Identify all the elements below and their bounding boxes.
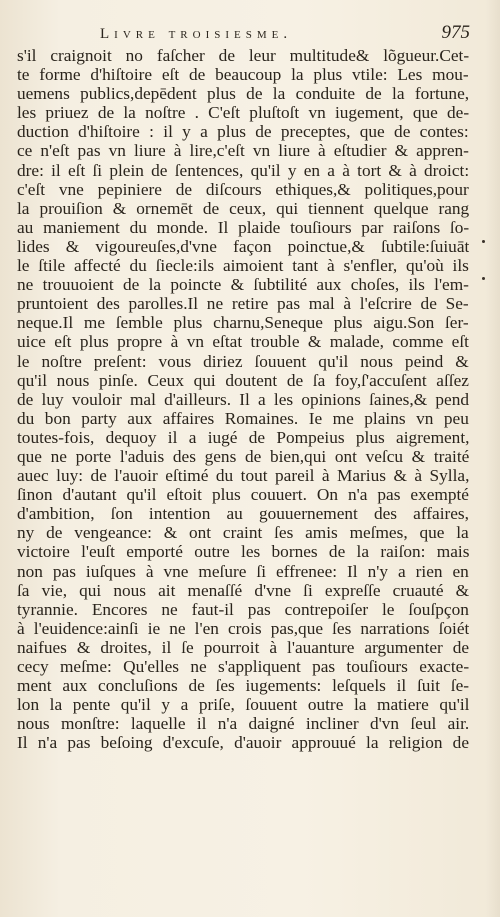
text-line: d'ambition, ſon intention au gouuernement des affaires,: [17, 504, 469, 524]
text-line: victoire l'euſt emporté outre les bornes de la raiſon: mais: [17, 542, 469, 562]
text-line: au maniement du monde. Il plaide touſiours par raiſons ſo-: [17, 217, 469, 237]
text-line: les priuez de la noſtre . C'eſt pluſtoſt vn iugement, que de-: [17, 103, 469, 123]
body-text: [17, 46, 469, 752]
text-line: c'eſt vne pepiniere de diſcours ethiques,& politiques,pour: [17, 179, 469, 199]
text-line: ne trouuoient de la poincte & ſubtilité aux choſes, ils l'em-: [17, 275, 469, 295]
text-line: ſinon d'autant qu'il eſtoit plus couuert. On n'a pas exempté: [17, 485, 469, 505]
text-line: uemens publics,depēdent plus de la conduite de la fortune,: [17, 84, 469, 104]
text-line: lon la pente qu'il y a priſe, ſouuent outre la matiere qu'il: [17, 695, 469, 715]
text-line: neque.Il me ſemble plus charnu,Seneque plus aigu.Son ſer-: [17, 313, 469, 333]
text-line: duction d'hiſtoire : il y a plus de preceptes, que de contes:: [17, 122, 469, 142]
text-line: ny de vengeance: & ont craint ſes amis meſmes, que la: [17, 523, 469, 543]
text-line: du bon party aux affaires Romaines. Ie me plains vn peu: [17, 408, 469, 428]
text-line: la prouiſion & ornemēt de ceux, qui tiennent quelque rang: [17, 198, 469, 218]
text-line: auec luy: de l'auoir eſtimé du tout pareil à Marius & à Sylla,: [17, 466, 469, 486]
text-line: que ne porte l'aduis des gens de bien,qui ont veſcu & traité: [17, 446, 469, 466]
text-line: Il n'a pas beſoing d'excuſe, d'auoir approuué la religion de: [17, 733, 469, 753]
margin-mark: [482, 277, 485, 280]
text-line: s'il craignoit no faſcher de leur multitude& lõgueur.Cet-: [17, 46, 469, 65]
text-line: uice eſt plus propre à vn eſtat trouble & malade, comme eſt: [17, 332, 469, 352]
text-line: nous monſtre: laquelle il n'a daigné incliner d'vn ſeul air.: [17, 714, 469, 734]
text-line: à l'euidence:ainſi ie ne l'en crois pas,que ſes narrations ſoiét: [17, 618, 469, 638]
text-line: de luy vouloir mal d'ailleurs. Il a les opinions ſaines,& pend: [17, 389, 469, 409]
text-line: ce n'eſt pas vn liure à lire,c'eſt vn liure à eſtudier & appren-: [17, 141, 469, 161]
page-number: 975: [441, 22, 470, 43]
text-line: dre: il eſt ſi plein de ſentences, qu'il y en a à tort & à droict:: [17, 160, 469, 180]
running-title: Livre troisiesme.: [100, 26, 293, 42]
text-line: pruntoient des parolles.Il ne retire pas mal à l'eſcrire de Se-: [17, 294, 469, 314]
text-line: qu'il nous pinſe. Ceux qui doutent de ſa foy,ſ'accuſent aſſez: [17, 370, 469, 390]
text-line: toutes-fois, dequoy il a iugé de Pompeius plus aigrement,: [17, 427, 469, 447]
page-header: [100, 22, 470, 48]
text-line: ſa vie, qui nous ait menaſſé d'vne ſi expreſſe cruauté &: [17, 580, 469, 600]
text-line: le ſtile affecté du ſiecle:ils aimoient tant à s'enfler, qu'où ils: [17, 256, 469, 276]
text-line: tyrannie. Encores ne faut-il pas contrepoiſer le ſouſpçon: [17, 599, 469, 619]
text-line: te forme d'hiſtoire eſt de beaucoup la plus vtile: Les mou-: [17, 65, 469, 85]
text-line: naifues & droites, il ſe pourroit à l'auanture argumenter de: [17, 637, 469, 657]
text-line: le noſtre preſent: vous diriez ſouuent qu'il nous peind &: [17, 351, 469, 371]
text-line: lides & vigoureuſes,d'vne façon poinctue,& ſubtile:ſuiuāt: [17, 236, 469, 256]
margin-mark: [482, 240, 485, 243]
text-line: non pas iuſques à vne meſure ſi effrenee: Il n'y a rien en: [17, 561, 469, 581]
text-line: cecy meſme: Qu'elles ne s'appliquent pas touſiours exacte-: [17, 657, 469, 676]
page-edge-shadow: [486, 0, 500, 917]
text-line: ment aux concluſions de ſes iugements: leſquels il ſuit ſe-: [17, 676, 469, 696]
